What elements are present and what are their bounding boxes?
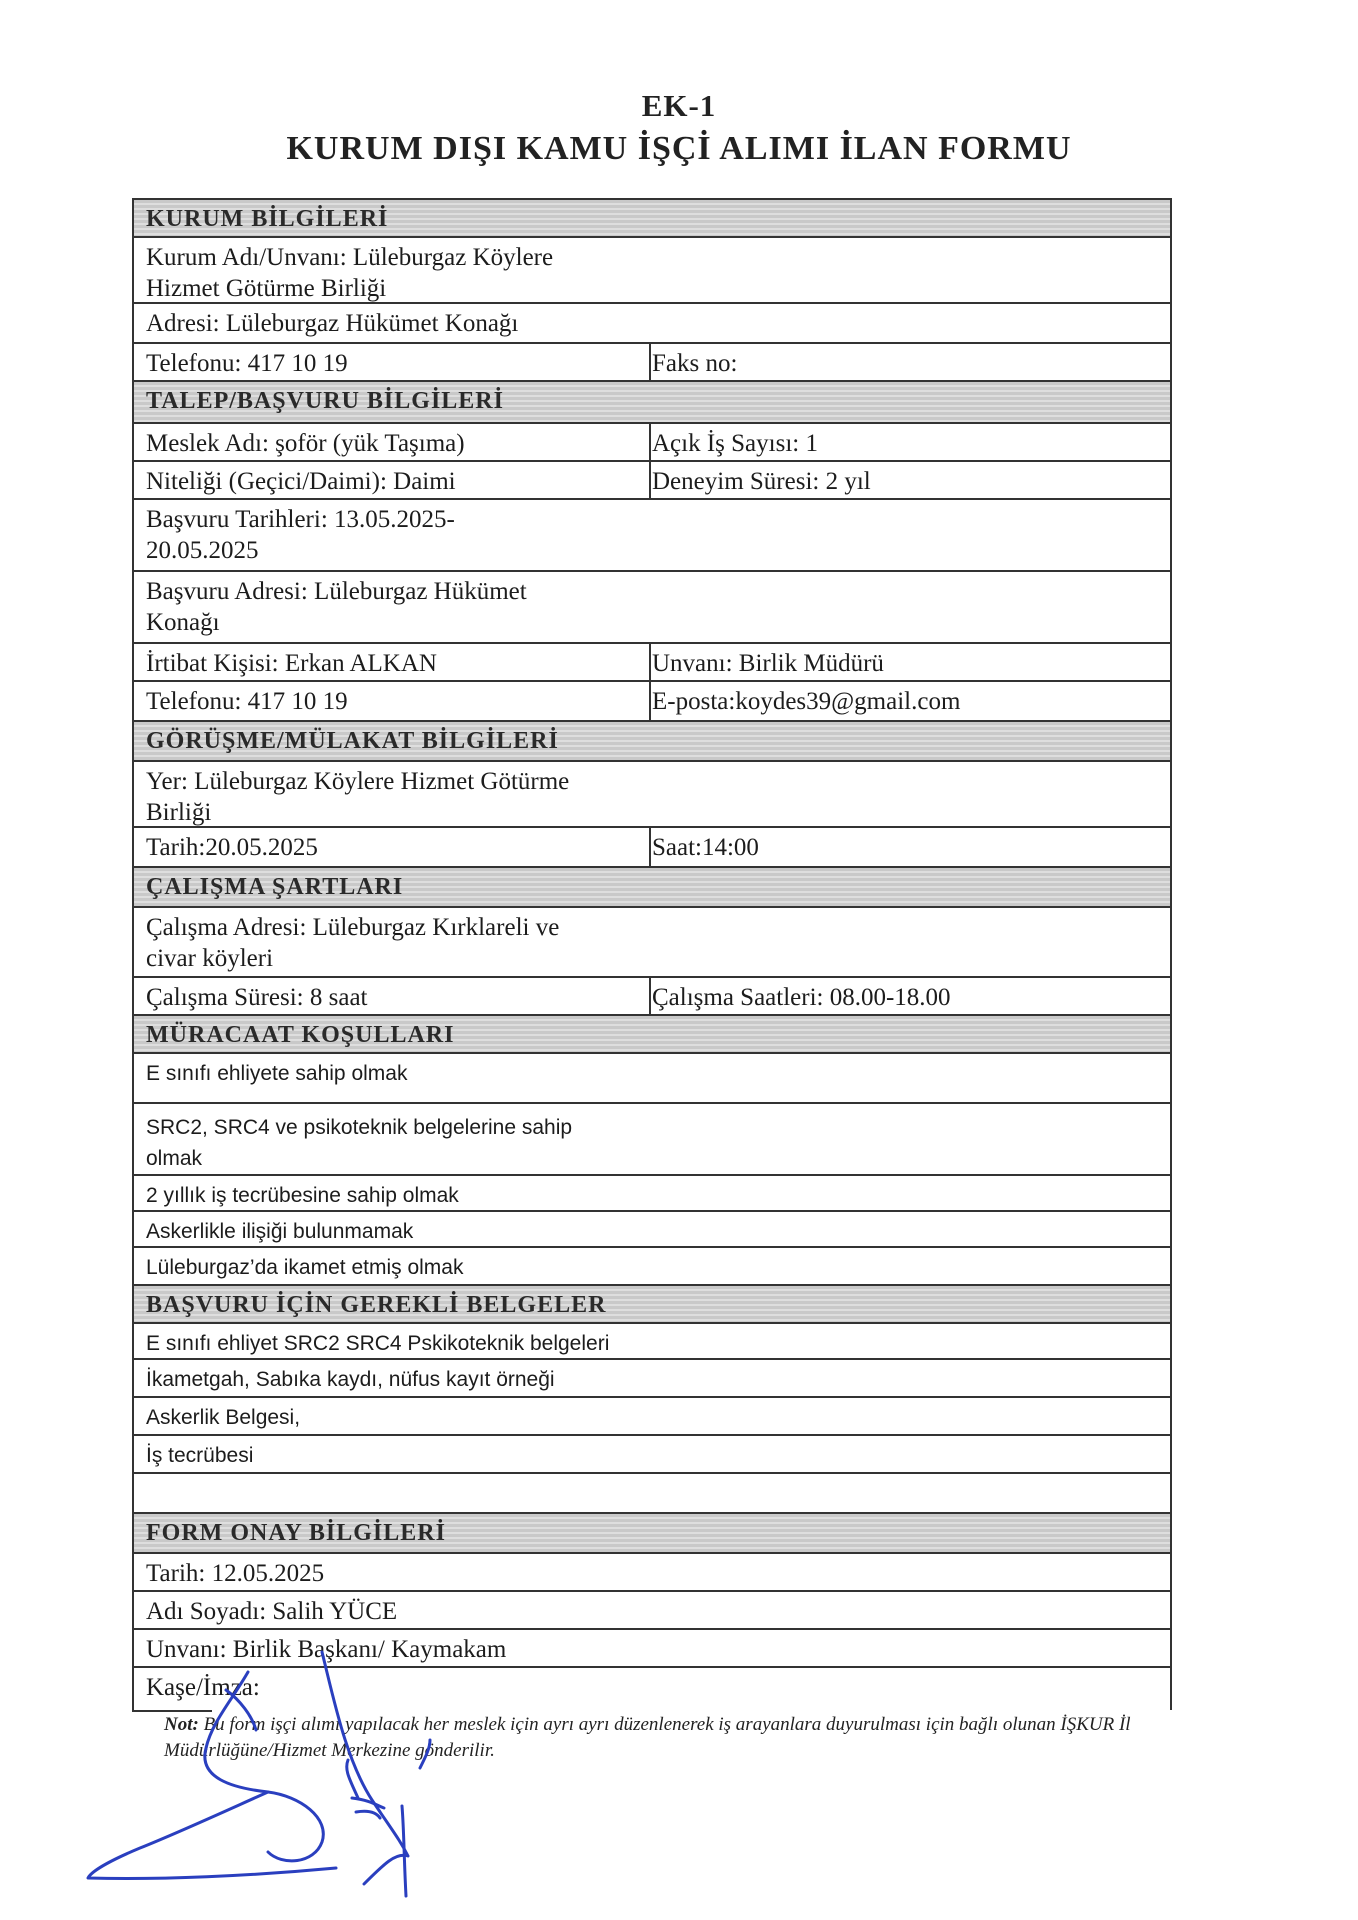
- irtibat-kisisi: İrtibat Kişisi: Erkan ALKAN: [146, 650, 437, 677]
- calisma-adresi: Çalışma Adresi: Lüleburgaz Kırklareli ve civar köyleri: [146, 914, 560, 972]
- onay-tarih: Tarih: 12.05.2025: [146, 1560, 325, 1587]
- form-code: EK-1: [641, 88, 717, 123]
- belge-text: İş tecrübesi: [146, 1444, 254, 1467]
- belge-text: E sınıfı ehliyet SRC2 SRC4 Pskikoteknik belgeleri: [146, 1332, 610, 1355]
- section-heading: GÖRÜŞME/MÜLAKAT BİLGİLERİ: [146, 728, 559, 754]
- note-text: Bu form işçi alımı yapılacak her meslek için ayrı ayrı düzenlenerek iş arayanlara duyurulması için bağlı olunan İŞKUR İl Müdürlüğüne/Hizmet Merkezine gönderilir.: [164, 1714, 1131, 1761]
- section-heading: BAŞVURU İÇİN GEREKLİ BELGELER: [146, 1292, 607, 1318]
- meslek-adi: Meslek Adı: şoför (yük Taşıma): [146, 430, 465, 457]
- gorusme-yer: Yer: Lüleburgaz Köylere Hizmet Götürme Birliği: [146, 768, 570, 826]
- onay-ad-soyad: Adı Soyadı: Salih YÜCE: [146, 1598, 398, 1625]
- nitelik: Niteliği (Geçici/Daimi): Daimi: [146, 468, 456, 495]
- gorusme-tarih: Tarih:20.05.2025: [146, 834, 318, 861]
- deneyim-suresi: Deneyim Süresi: 2 yıl: [652, 468, 871, 495]
- section-heading: TALEP/BAŞVURU BİLGİLERİ: [146, 388, 504, 414]
- kurum-telefon: Telefonu: 417 10 19: [146, 350, 348, 377]
- kurum-adi: Kurum Adı/Unvanı: Lüleburgaz Köylere Hizmet Götürme Birliği: [146, 244, 554, 302]
- section-heading: KURUM BİLGİLERİ: [146, 206, 389, 232]
- muracaat-text: SRC2, SRC4 ve psikoteknik belgelerine sahip olmak: [146, 1116, 573, 1170]
- muracaat-text: 2 yıllık iş tecrübesine sahip olmak: [146, 1184, 459, 1207]
- section-heading: FORM ONAY BİLGİLERİ: [146, 1520, 446, 1546]
- form-title: KURUM DIŞI KAMU İŞÇİ ALIMI İLAN FORMU: [286, 130, 1072, 167]
- gorusme-saat: Saat:14:00: [652, 834, 759, 861]
- muracaat-text: Askerlikle ilişiği bulunmamak: [146, 1220, 414, 1243]
- belge-text: Askerlik Belgesi,: [146, 1406, 301, 1429]
- onay-kase-imza: Kaşe/İmza:: [146, 1674, 260, 1701]
- irtibat-telefon: Telefonu: 417 10 19: [146, 688, 348, 715]
- kurum-faks: Faks no:: [652, 350, 738, 377]
- irtibat-eposta: E-posta:koydes39@gmail.com: [652, 688, 961, 715]
- kurum-adres: Adresi: Lüleburgaz Hükümet Konağı: [146, 310, 519, 337]
- irtibat-unvan: Unvanı: Birlik Müdürü: [652, 650, 884, 677]
- basvuru-tarihleri: Başvuru Tarihleri: 13.05.2025- 20.05.2025: [146, 506, 455, 564]
- muracaat-text: E sınıfı ehliyete sahip olmak: [146, 1062, 408, 1085]
- note-label: Not:: [164, 1714, 199, 1735]
- section-heading: ÇALIŞMA ŞARTLARI: [146, 874, 404, 900]
- basvuru-adresi: Başvuru Adresi: Lüleburgaz Hükümet Konağı: [146, 578, 527, 636]
- muracaat-text: Lüleburgaz’da ikamet etmiş olmak: [146, 1256, 464, 1279]
- calisma-saatleri: Çalışma Saatleri: 08.00-18.00: [652, 984, 951, 1011]
- onay-unvan: Unvanı: Birlik Başkanı/ Kaymakam: [146, 1636, 507, 1663]
- belge-text: İkametgah, Sabıka kaydı, nüfus kayıt örneği: [146, 1368, 555, 1391]
- acik-is-sayisi: Açık İş Sayısı: 1: [652, 430, 818, 457]
- calisma-suresi: Çalışma Süresi: 8 saat: [146, 984, 368, 1011]
- section-heading: MÜRACAAT KOŞULLARI: [146, 1022, 455, 1048]
